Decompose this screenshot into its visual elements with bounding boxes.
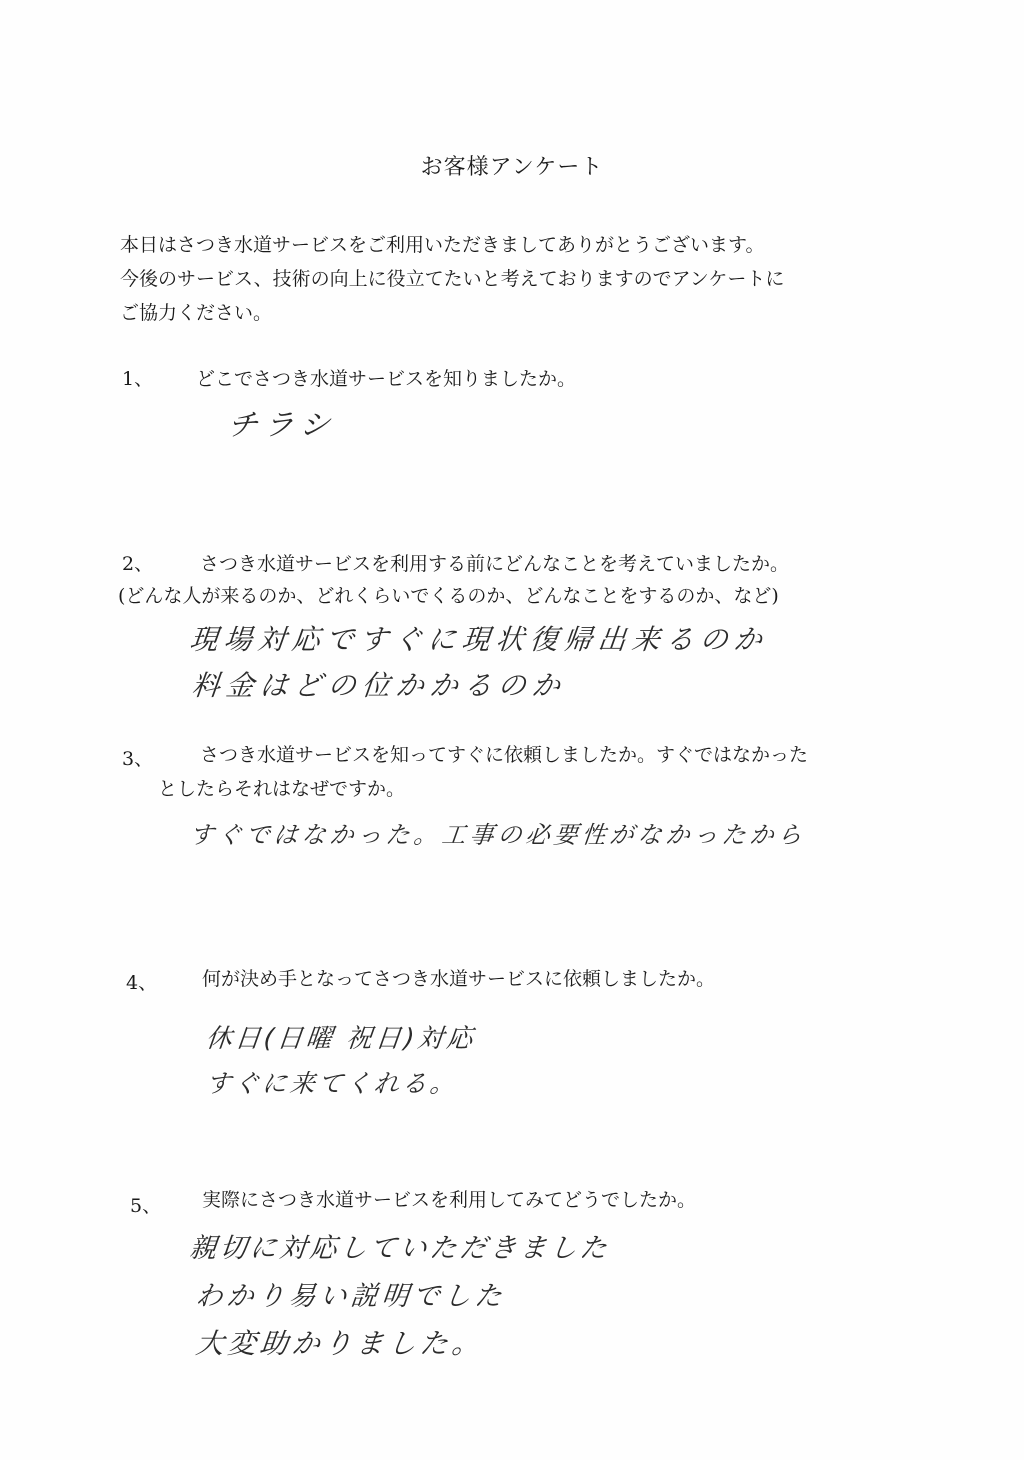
handwritten-answer: 親切に対応していただきました [188,1233,612,1264]
handwritten-answer: すぐに来てくれる。 [204,1069,460,1098]
handwritten-answer: 大変助かりました。 [194,1327,486,1360]
handwritten-answer: すぐではなかった。工事の必要性がなかったから [188,821,808,849]
page-title: お客様アンケート [420,155,604,180]
question-text: さつき水道サービスを知ってすぐに依頼しましたか。すぐではなかった [200,744,809,766]
handwritten-answer: チラシ [225,408,338,443]
question-number: 4、 [126,972,158,994]
handwritten-answer: 現場対応ですぐに現状復帰出来るのか [188,623,770,656]
question-text: 実際にさつき水道サービスを利用してみてどうでしたか。 [202,1189,697,1211]
intro-line: 本日はさつき水道サービスをご利用いただきましてありがとうございます。 [120,234,765,256]
handwritten-answer: わかり易い説明でした [194,1281,508,1312]
handwritten-answer: 休日(日曜 祝日)対応 [204,1024,477,1054]
question-number: 5、 [130,1195,162,1217]
question-number: 3、 [122,748,154,770]
question-text: どこでさつき水道サービスを知りましたか。 [196,368,577,390]
intro-paragraph [120,228,900,330]
question-text: 何が決め手となってさつき水道サービスに依頼しましたか。 [202,968,716,990]
question-number: 1、 [122,368,154,390]
question-subtext: としたらそれはなぜですか。 [158,778,406,800]
intro-line: 今後のサービス、技術の向上に役立てたいと考えておりますのでアンケートに [120,268,785,290]
intro-line: ご協力ください。 [120,302,273,324]
question-subtext: (どんな人が来るのか、どれくらいでくるのか、どんなことをするのか、など) [118,585,779,607]
handwritten-answer: 料金はどの位かかるのか [190,669,568,702]
question-number: 2、 [122,553,154,575]
question-text: さつき水道サービスを利用する前にどんなことを考えていましたか。 [200,553,790,575]
